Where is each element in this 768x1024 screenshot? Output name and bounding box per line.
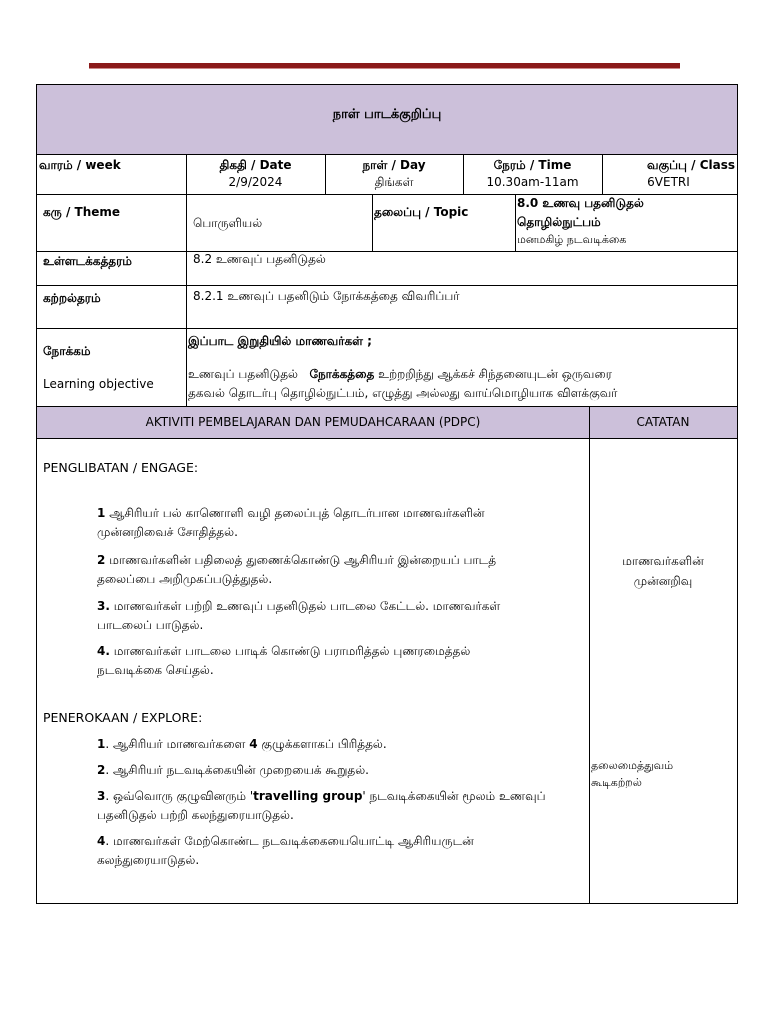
week-label: வாரம் / week (39, 158, 121, 172)
learning-standard-value: 8.2.1 உணவுப் பதனிடும் நோக்கத்தை விவரிப்பர் (193, 289, 460, 303)
explore-heading: PENEROKAAN / EXPLORE: (43, 710, 203, 725)
engage-step-2: 2 மாணவர்களின் பதிலைத் துணைக்கொண்டு ஆசிரியர் இன்றையப் பாடத் தலைப்பை அறிமுகப்படுத்துதல். (97, 553, 497, 586)
objective-label-ta: நோக்கம் (43, 344, 91, 358)
engage-step-1: 1 ஆசிரியர் பல் காணொளி வழி தலைப்புத் தொடர்பான மாணவர்களின் முன்னறிவைச் சோதித்தல். (97, 506, 485, 539)
content-standard-label: உள்ளடக்கத்தரம் (43, 254, 132, 268)
explore-step-1: 1. ஆசிரியர் மாணவர்களை 4 குழுக்களாகப் பிரித்தல். (97, 737, 387, 751)
notes-header: CATATAN (636, 415, 690, 429)
explore-note-line1: தலைமைத்துவம் (591, 759, 674, 772)
explore-note-line2: கூடிகற்றல் (591, 776, 642, 789)
objective-label-en: Learning objective (43, 377, 154, 391)
time-value: 10.30am-11am (486, 175, 579, 189)
page-title: நாள் பாடக்குறிப்பு (332, 107, 442, 122)
explore-step-4: 4. மாணவர்கள் மேற்கொண்ட நடவடிக்கையையொட்டி ஆசிரியருடன் கலந்துரையாடுதல். (97, 834, 474, 867)
engage-step-3: 3. மாணவர்கள் பற்றி உணவுப் பதனிடுதல் பாடலை கேட்டல். மாணவர்கள் பாடலைப் பாடுதல். (97, 599, 501, 632)
topic-value-line2: தொழில்நுட்பம் (517, 215, 601, 229)
date-value: 2/9/2024 (228, 175, 283, 189)
date-label: திகதி / Date (219, 158, 292, 172)
time-label: நேரம் / Time (493, 158, 572, 172)
learning-standard-label: கற்றல்தரம் (43, 291, 101, 305)
engage-step-4: 4. மாணவர்கள் பாடலை பாடிக் கொண்டு பராமரித்தல் புணரமைத்தல் நடவடிக்கை செய்தல். (97, 644, 471, 677)
class-label: வகுப்பு / Class (647, 158, 735, 172)
day-label: நாள் / Day (362, 158, 426, 172)
topic-value-line1: 8.0 உணவு பதனிடுதல் (517, 196, 644, 210)
objective-line2: தகவல் தொடர்பு தொழில்நுட்பம், எழுத்து அல்லது வாய்மொழியாக விளக்குவர் (188, 386, 618, 400)
explore-step-2: 2. ஆசிரியர் நடவடிக்கையின் முறையைக் கூறுதல். (97, 763, 369, 777)
topic-label: தலைப்பு / Topic (374, 205, 469, 219)
day-value: திங்கள் (374, 175, 414, 189)
engage-heading: PENGLIBATAN / ENGAGE: (43, 460, 199, 475)
content-standard-value: 8.2 உணவுப் பதனிடுதல் (193, 252, 326, 266)
theme-value: பொருளியல் (193, 216, 263, 230)
explore-step-3: 3. ஒவ்வொரு குழுவினரும் 'travelling group' நடவடிக்கையின் மூலம் உணவுப் பதனிடுதல் பற்றி கலந்துரையாடுதல். (97, 789, 546, 822)
objective-heading: இப்பாட இறுதியில் மாணவர்கள் ; (188, 334, 372, 348)
engage-note-line1: மாணவர்களின் (622, 554, 704, 568)
activity-header: AKTIVITI PEMBELAJARAN DAN PEMUDAHCARAAN (PDPC) (145, 415, 481, 429)
lesson-plan-table (36, 84, 738, 904)
topic-value-line3: மனமகிழ் நடவடிக்கை (517, 233, 627, 246)
class-value: 6VETRI (647, 175, 690, 189)
header-rule (89, 63, 680, 69)
objective-line1: உணவுப் பதனிடுதல் நோக்கத்தை உற்றறிந்து ஆக்கச் சிந்தனையுடன் ஒருவரை (188, 367, 612, 381)
theme-label: கரு / Theme (43, 205, 121, 219)
engage-note-line2: முன்னறிவு (633, 574, 693, 588)
